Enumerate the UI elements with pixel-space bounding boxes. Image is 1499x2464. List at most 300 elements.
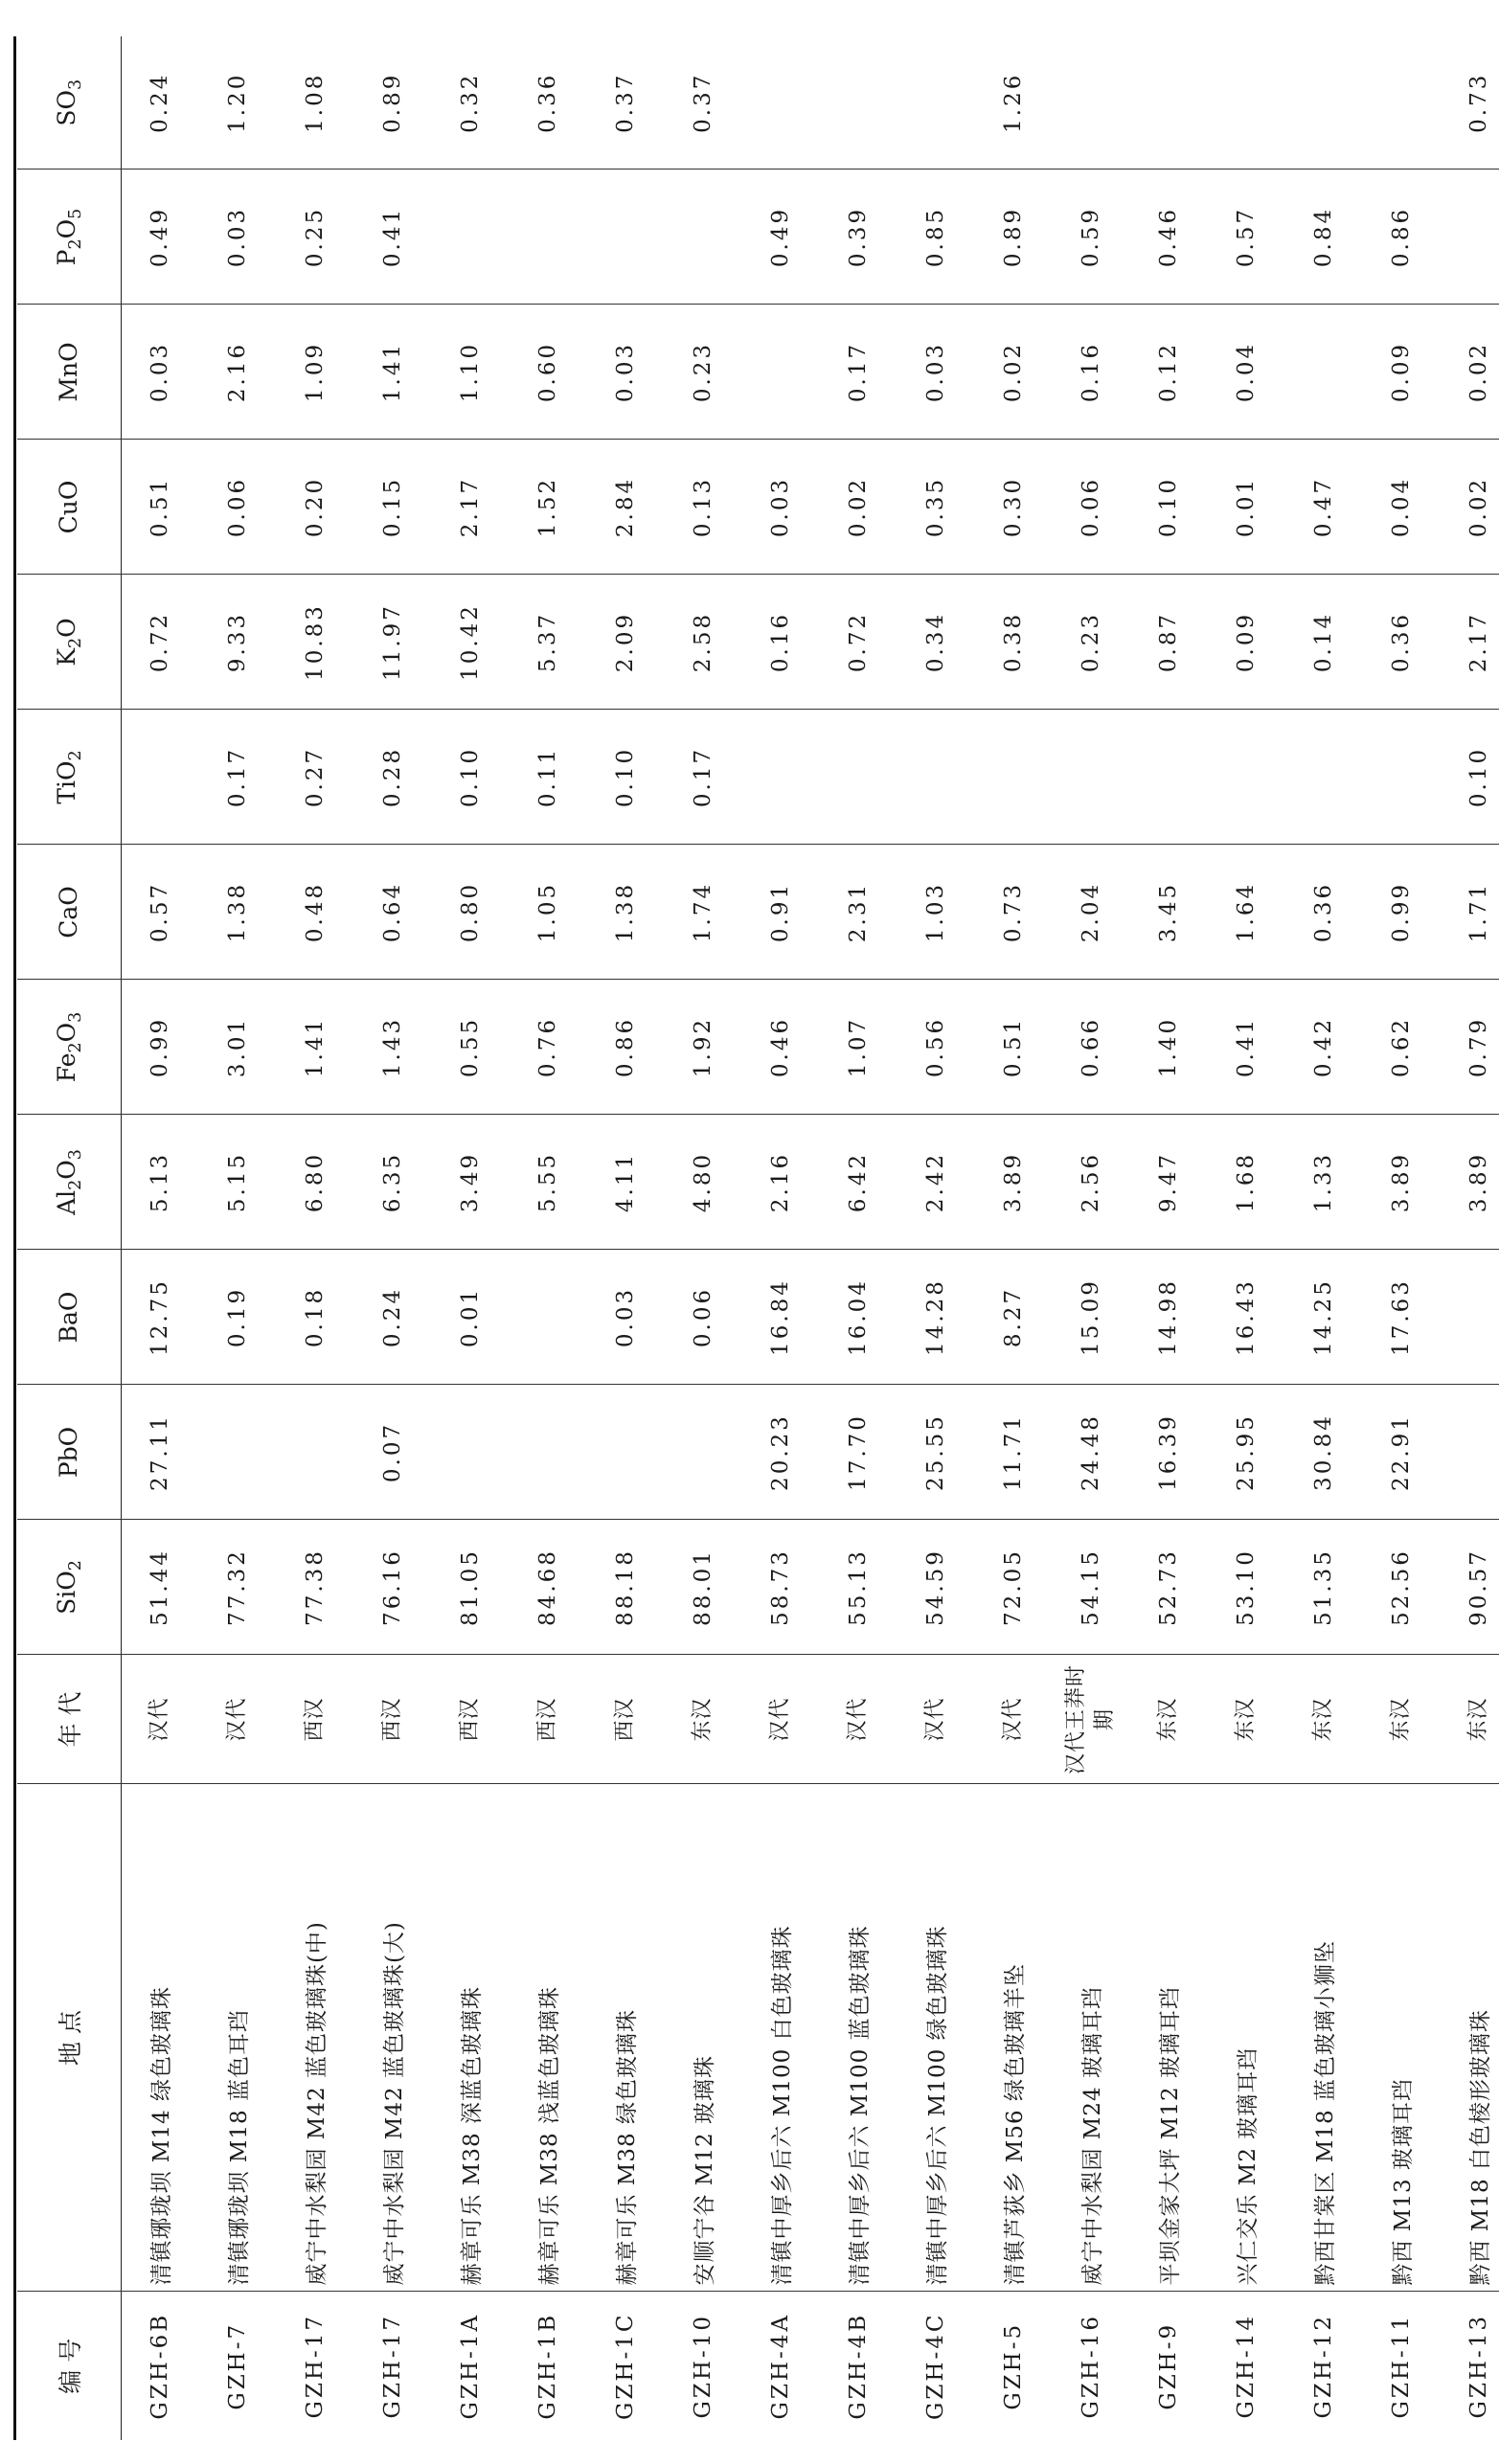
oxide-value-cell: 0.23 (1052, 575, 1129, 710)
oxide-value-cell: 0.99 (121, 980, 198, 1115)
oxide-value-cell: 0.27 (276, 710, 353, 845)
oxide-value-cell: 12.75 (121, 1250, 198, 1385)
oxide-value-cell: 0.73 (974, 845, 1052, 980)
era-cell: 西汉 (431, 1655, 509, 1784)
oxide-value-cell: 0.17 (664, 710, 741, 845)
oxide-value-cell: 10.83 (276, 575, 353, 710)
oxide-value-cell: 0.41 (1207, 980, 1284, 1115)
oxide-value-cell: 0.07 (353, 1385, 431, 1520)
era-cell: 东汉 (1129, 1655, 1207, 1784)
oxide-value-cell: 0.37 (586, 36, 664, 170)
oxide-value-cell: 88.01 (664, 1520, 741, 1655)
oxide-value-cell: 0.06 (1052, 440, 1129, 575)
sample-id-cell: GZH-17 (276, 2292, 353, 2440)
oxide-value-cell: 0.03 (586, 305, 664, 440)
location-cell: 黔西 M18 白色棱形玻璃珠 (1440, 1784, 1499, 2292)
oxide-value-cell: 5.13 (121, 1115, 198, 1250)
era-cell: 西汉 (509, 1655, 586, 1784)
table-row (1052, 36, 1129, 2440)
sample-id-cell: GZH-9 (1129, 2292, 1207, 2440)
header-oxide: $Fe_2O_3$ (17, 980, 121, 1115)
table-row (1129, 36, 1207, 2440)
oxide-value-cell: 0.10 (1129, 440, 1207, 575)
oxide-value-cell (431, 170, 509, 305)
oxide-value-cell (1362, 36, 1440, 170)
oxide-value-cell: 0.89 (974, 170, 1052, 305)
header-oxide: BaO (17, 1250, 121, 1385)
oxide-value-cell: 0.55 (431, 980, 509, 1115)
oxide-value-cell: 81.05 (431, 1520, 509, 1655)
oxide-value-cell: 0.36 (1284, 845, 1362, 980)
oxide-value-cell: 0.66 (1052, 980, 1129, 1115)
oxide-value-cell (819, 36, 897, 170)
oxide-value-cell: 0.60 (509, 305, 586, 440)
oxide-value-cell: 6.42 (819, 1115, 897, 1250)
era-cell: 汉代 (974, 1655, 1052, 1784)
oxide-value-cell: 0.03 (586, 1250, 664, 1385)
oxide-value-cell: 0.91 (741, 845, 819, 980)
oxide-value-cell: 14.25 (1284, 1250, 1362, 1385)
oxide-value-cell: 1.09 (276, 305, 353, 440)
oxide-value-cell: 0.51 (974, 980, 1052, 1115)
oxide-value-cell: 1.10 (431, 305, 509, 440)
oxide-value-cell: 0.48 (276, 845, 353, 980)
header-id: 编 号 (17, 2292, 121, 2440)
oxide-value-cell: 0.17 (198, 710, 276, 845)
oxide-value-cell: 14.98 (1129, 1250, 1207, 1385)
sample-id-cell: GZH-1A (431, 2292, 509, 2440)
oxide-value-cell: 5.15 (198, 1115, 276, 1250)
oxide-value-cell: 0.56 (897, 980, 974, 1115)
sample-id-cell: GZH-1C (586, 2292, 664, 2440)
oxide-value-cell: 0.36 (1362, 575, 1440, 710)
oxide-value-cell: 1.05 (509, 845, 586, 980)
oxide-value-cell: 15.09 (1052, 1250, 1129, 1385)
oxide-value-cell: 53.10 (1207, 1520, 1284, 1655)
sample-id-cell: GZH-4A (741, 2292, 819, 2440)
era-cell: 东汉 (1362, 1655, 1440, 1784)
era-cell: 东汉 (1440, 1655, 1499, 1784)
sample-id-cell: GZH-6B (121, 2292, 198, 2440)
oxide-value-cell: 1.38 (586, 845, 664, 980)
oxide-value-cell (1284, 710, 1362, 845)
oxide-value-cell: 0.57 (1207, 170, 1284, 305)
location-cell: 赫章可乐 M38 绿色玻璃珠 (586, 1784, 664, 2292)
oxide-value-cell: 0.72 (819, 575, 897, 710)
oxide-value-cell: 0.32 (431, 36, 509, 170)
oxide-value-cell: 0.02 (819, 440, 897, 575)
era-cell: 汉代 (121, 1655, 198, 1784)
oxide-value-cell: 77.38 (276, 1520, 353, 1655)
sample-id-cell: GZH-17 (353, 2292, 431, 2440)
header-oxide: CuO (17, 440, 121, 575)
location-cell: 清镇琊珑坝 M14 绿色玻璃珠 (121, 1784, 198, 2292)
oxide-value-cell: 0.28 (353, 710, 431, 845)
oxide-value-cell: 1.92 (664, 980, 741, 1115)
oxide-value-cell: 0.24 (353, 1250, 431, 1385)
oxide-value-cell: 4.80 (664, 1115, 741, 1250)
sample-id-cell: GZH-12 (1284, 2292, 1362, 2440)
header-oxide: $SO_3$ (17, 36, 121, 170)
oxide-value-cell: 0.47 (1284, 440, 1362, 575)
oxide-value-cell (1284, 305, 1362, 440)
oxide-value-cell: 11.97 (353, 575, 431, 710)
oxide-value-cell: 51.44 (121, 1520, 198, 1655)
oxide-value-cell: 0.86 (586, 980, 664, 1115)
oxide-value-cell: 4.11 (586, 1115, 664, 1250)
oxide-value-cell: 90.57 (1440, 1520, 1499, 1655)
oxide-value-cell: 25.95 (1207, 1385, 1284, 1520)
location-cell: 清镇中厚乡后六 M100 绿色玻璃珠 (897, 1784, 974, 2292)
oxide-value-cell: 1.20 (198, 36, 276, 170)
oxide-value-cell: 0.02 (974, 305, 1052, 440)
oxide-value-cell (741, 36, 819, 170)
oxide-value-cell: 3.01 (198, 980, 276, 1115)
oxide-value-cell: 0.25 (276, 170, 353, 305)
oxide-value-cell: 1.41 (276, 980, 353, 1115)
sample-id-cell: GZH-11 (1362, 2292, 1440, 2440)
oxide-value-cell: 9.33 (198, 575, 276, 710)
oxide-value-cell: 0.06 (198, 440, 276, 575)
sample-id-cell: GZH-7 (198, 2292, 276, 2440)
oxide-value-cell: 6.35 (353, 1115, 431, 1250)
oxide-value-cell: 1.64 (1207, 845, 1284, 980)
header-oxide: PbO (17, 1385, 121, 1520)
oxide-value-cell: 52.56 (1362, 1520, 1440, 1655)
oxide-value-cell: 16.04 (819, 1250, 897, 1385)
location-cell: 清镇中厚乡后六 M100 白色玻璃珠 (741, 1784, 819, 2292)
header-oxide: MnO (17, 305, 121, 440)
oxide-value-cell: 17.70 (819, 1385, 897, 1520)
era-cell: 东汉 (1284, 1655, 1362, 1784)
header-row (17, 36, 121, 2440)
table-row (897, 36, 974, 2440)
location-cell: 赫章可乐 M38 浅蓝色玻璃珠 (509, 1784, 586, 2292)
era-cell: 东汉 (1207, 1655, 1284, 1784)
oxide-value-cell: 0.38 (974, 575, 1052, 710)
oxide-value-cell: 0.16 (1052, 305, 1129, 440)
oxide-value-cell: 2.56 (1052, 1115, 1129, 1250)
oxide-value-cell (586, 170, 664, 305)
oxide-value-cell: 11.71 (974, 1385, 1052, 1520)
oxide-value-cell: 2.17 (431, 440, 509, 575)
location-cell: 清镇中厚乡后六 M100 蓝色玻璃珠 (819, 1784, 897, 2292)
oxide-value-cell: 0.01 (431, 1250, 509, 1385)
oxide-value-cell: 0.49 (741, 170, 819, 305)
oxide-value-cell: 1.38 (198, 845, 276, 980)
table-body (121, 36, 1499, 2440)
header-oxide: $K_2O$ (17, 575, 121, 710)
top-rule (13, 36, 16, 2440)
oxide-value-cell (741, 710, 819, 845)
oxide-value-cell: 0.17 (819, 305, 897, 440)
oxide-value-cell: 0.04 (1207, 305, 1284, 440)
table-row (121, 36, 198, 2440)
table-row (276, 36, 353, 2440)
oxide-value-cell: 0.84 (1284, 170, 1362, 305)
header-oxide: TiO$_2$ (17, 710, 121, 845)
table-row (1440, 36, 1499, 2440)
oxide-value-cell: 2.09 (586, 575, 664, 710)
oxide-value-cell (198, 1385, 276, 1520)
oxide-value-cell: 0.57 (121, 845, 198, 980)
table-row (431, 36, 509, 2440)
oxide-value-cell: 16.84 (741, 1250, 819, 1385)
sample-id-cell: GZH-13 (1440, 2292, 1499, 2440)
oxide-value-cell: 54.15 (1052, 1520, 1129, 1655)
oxide-value-cell (431, 1385, 509, 1520)
location-cell: 安顺宁谷 M12 玻璃珠 (664, 1784, 741, 2292)
oxide-value-cell: 1.52 (509, 440, 586, 575)
oxide-value-cell: 16.43 (1207, 1250, 1284, 1385)
table-row (353, 36, 431, 2440)
oxide-value-cell (1052, 36, 1129, 170)
oxide-value-cell: 1.33 (1284, 1115, 1362, 1250)
oxide-value-cell: 0.10 (431, 710, 509, 845)
era-cell: 汉代王莽时期 (1052, 1655, 1129, 1784)
oxide-value-cell: 0.46 (1129, 170, 1207, 305)
oxide-value-cell: 1.40 (1129, 980, 1207, 1115)
oxide-value-cell: 3.89 (1440, 1115, 1499, 1250)
oxide-value-cell: 3.45 (1129, 845, 1207, 980)
location-cell: 威宁中水梨园 M24 玻璃耳珰 (1052, 1784, 1129, 2292)
era-cell: 汉代 (819, 1655, 897, 1784)
table-row (1284, 36, 1362, 2440)
oxide-value-cell: 2.42 (897, 1115, 974, 1250)
oxide-value-cell: 0.16 (741, 575, 819, 710)
location-cell: 平坝金家大坪 M12 玻璃耳珰 (1129, 1784, 1207, 2292)
table-row (664, 36, 741, 2440)
oxide-value-cell: 0.10 (1440, 710, 1499, 845)
oxide-value-cell: 1.74 (664, 845, 741, 980)
oxide-value-cell (1284, 36, 1362, 170)
oxide-value-cell (1052, 710, 1129, 845)
oxide-value-cell: 2.16 (198, 305, 276, 440)
oxide-value-cell: 0.04 (1362, 440, 1440, 575)
table-row (741, 36, 819, 2440)
oxide-value-cell: 1.41 (353, 305, 431, 440)
oxide-value-cell: 30.84 (1284, 1385, 1362, 1520)
oxide-value-cell: 2.31 (819, 845, 897, 980)
oxide-value-cell (897, 36, 974, 170)
era-cell: 汉代 (741, 1655, 819, 1784)
oxide-value-cell (1440, 1250, 1499, 1385)
oxide-value-cell (664, 1385, 741, 1520)
table-row (198, 36, 276, 2440)
oxide-value-cell (276, 1385, 353, 1520)
oxide-value-cell: 1.26 (974, 36, 1052, 170)
oxide-value-cell: 0.42 (1284, 980, 1362, 1115)
oxide-value-cell: 3.89 (974, 1115, 1052, 1250)
location-cell: 黔西 M13 玻璃耳珰 (1362, 1784, 1440, 2292)
oxide-value-cell (974, 710, 1052, 845)
sample-id-cell: GZH-16 (1052, 2292, 1129, 2440)
oxide-value-cell: 0.36 (509, 36, 586, 170)
header-oxide: CaO (17, 845, 121, 980)
table-row (974, 36, 1052, 2440)
oxide-value-cell: 0.03 (741, 440, 819, 575)
header-oxide: $Al_2O_3$ (17, 1115, 121, 1250)
oxide-value-cell: 0.39 (819, 170, 897, 305)
oxide-value-cell: 58.73 (741, 1520, 819, 1655)
location-cell: 威宁中水梨园 M42 蓝色玻璃珠(大) (353, 1784, 431, 2292)
oxide-value-cell: 8.27 (974, 1250, 1052, 1385)
oxide-value-cell: 22.91 (1362, 1385, 1440, 1520)
oxide-value-cell: 0.41 (353, 170, 431, 305)
location-cell: 威宁中水梨园 M42 蓝色玻璃珠(中) (276, 1784, 353, 2292)
oxide-value-cell: 0.10 (586, 710, 664, 845)
oxide-value-cell: 2.04 (1052, 845, 1129, 980)
oxide-value-cell: 76.16 (353, 1520, 431, 1655)
oxide-value-cell (897, 710, 974, 845)
oxide-value-cell: 20.23 (741, 1385, 819, 1520)
oxide-value-cell: 3.89 (1362, 1115, 1440, 1250)
oxide-value-cell: 0.35 (897, 440, 974, 575)
oxide-value-cell: 0.62 (1362, 980, 1440, 1115)
oxide-value-cell: 0.37 (664, 36, 741, 170)
oxide-value-cell: 1.08 (276, 36, 353, 170)
oxide-value-cell: 2.17 (1440, 575, 1499, 710)
oxide-value-cell: 10.42 (431, 575, 509, 710)
table-row (509, 36, 586, 2440)
sample-id-cell: GZH-10 (664, 2292, 741, 2440)
oxide-value-cell: 0.79 (1440, 980, 1499, 1115)
sample-id-cell: GZH-4C (897, 2292, 974, 2440)
oxide-value-cell: 0.15 (353, 440, 431, 575)
oxide-value-cell: 55.13 (819, 1520, 897, 1655)
oxide-value-cell: 0.11 (509, 710, 586, 845)
oxide-value-cell (509, 1250, 586, 1385)
oxide-value-cell: 88.18 (586, 1520, 664, 1655)
oxide-value-cell (1440, 170, 1499, 305)
oxide-value-cell: 0.87 (1129, 575, 1207, 710)
oxide-value-cell: 0.09 (1362, 305, 1440, 440)
oxide-value-cell: 2.84 (586, 440, 664, 575)
oxide-value-cell: 2.16 (741, 1115, 819, 1250)
oxide-value-cell (741, 305, 819, 440)
oxide-value-cell: 1.03 (897, 845, 974, 980)
oxide-value-cell: 0.03 (121, 305, 198, 440)
oxide-value-cell: 0.12 (1129, 305, 1207, 440)
era-cell: 东汉 (664, 1655, 741, 1784)
oxide-value-cell: 0.01 (1207, 440, 1284, 575)
table-row (586, 36, 664, 2440)
oxide-value-cell: 0.85 (897, 170, 974, 305)
oxide-value-cell: 0.23 (664, 305, 741, 440)
era-cell: 西汉 (586, 1655, 664, 1784)
oxide-value-cell: 0.03 (198, 170, 276, 305)
oxide-value-cell (586, 1385, 664, 1520)
oxide-value-cell: 0.20 (276, 440, 353, 575)
oxide-value-cell: 2.58 (664, 575, 741, 710)
oxide-value-cell: 0.24 (121, 36, 198, 170)
oxide-value-cell: 0.73 (1440, 36, 1499, 170)
oxide-value-cell: 0.03 (897, 305, 974, 440)
oxide-value-cell: 0.30 (974, 440, 1052, 575)
oxide-value-cell: 0.49 (121, 170, 198, 305)
oxide-value-cell (1362, 710, 1440, 845)
oxide-value-cell: 52.73 (1129, 1520, 1207, 1655)
oxide-value-cell: 0.51 (121, 440, 198, 575)
oxide-value-cell: 0.80 (431, 845, 509, 980)
oxide-value-cell (1207, 36, 1284, 170)
oxide-value-cell: 3.49 (431, 1115, 509, 1250)
era-cell: 汉代 (897, 1655, 974, 1784)
oxide-value-cell: 0.76 (509, 980, 586, 1115)
oxide-value-cell: 1.43 (353, 980, 431, 1115)
header-oxide: $P_2O_5$ (17, 170, 121, 305)
oxide-value-cell (509, 1385, 586, 1520)
oxide-value-cell: 0.64 (353, 845, 431, 980)
oxide-value-cell (819, 710, 897, 845)
oxide-value-cell: 25.55 (897, 1385, 974, 1520)
era-cell: 西汉 (276, 1655, 353, 1784)
table-row (819, 36, 897, 2440)
oxide-value-cell (509, 170, 586, 305)
oxide-value-cell (1207, 710, 1284, 845)
oxide-value-cell: 0.13 (664, 440, 741, 575)
oxide-value-cell: 0.18 (276, 1250, 353, 1385)
oxide-value-cell: 0.86 (1362, 170, 1440, 305)
oxide-value-cell: 27.11 (121, 1385, 198, 1520)
header-era: 年 代 (17, 1655, 121, 1784)
oxide-value-cell: 0.99 (1362, 845, 1440, 980)
oxide-value-cell (1129, 36, 1207, 170)
oxide-value-cell: 0.02 (1440, 440, 1499, 575)
location-cell: 兴仁交乐 M2 玻璃耳珰 (1207, 1784, 1284, 2292)
oxide-value-cell: 0.09 (1207, 575, 1284, 710)
era-cell: 汉代 (198, 1655, 276, 1784)
oxide-value-cell: 1.07 (819, 980, 897, 1115)
oxide-value-cell: 0.14 (1284, 575, 1362, 710)
location-cell: 黔西甘棠区 M18 蓝色玻璃小狮坠 (1284, 1784, 1362, 2292)
oxide-value-cell: 54.59 (897, 1520, 974, 1655)
sample-id-cell: GZH-4B (819, 2292, 897, 2440)
oxide-value-cell: 6.80 (276, 1115, 353, 1250)
oxide-value-cell: 24.48 (1052, 1385, 1129, 1520)
oxide-value-cell: 72.05 (974, 1520, 1052, 1655)
oxide-value-cell: 1.71 (1440, 845, 1499, 980)
table-row (1207, 36, 1284, 2440)
oxide-value-cell: 0.89 (353, 36, 431, 170)
oxide-value-cell (121, 710, 198, 845)
oxide-value-cell: 1.68 (1207, 1115, 1284, 1250)
oxide-value-cell: 9.47 (1129, 1115, 1207, 1250)
oxide-value-cell: 0.19 (198, 1250, 276, 1385)
oxide-value-cell: 0.06 (664, 1250, 741, 1385)
era-cell: 西汉 (353, 1655, 431, 1784)
sample-id-cell: GZH-5 (974, 2292, 1052, 2440)
oxide-value-cell: 0.34 (897, 575, 974, 710)
location-cell: 赫章可乐 M38 深蓝色玻璃珠 (431, 1784, 509, 2292)
oxide-value-cell: 51.35 (1284, 1520, 1362, 1655)
oxide-value-cell: 5.55 (509, 1115, 586, 1250)
table-row (1362, 36, 1440, 2440)
oxide-value-cell (1129, 710, 1207, 845)
oxide-value-cell: 16.39 (1129, 1385, 1207, 1520)
header-location: 地 点 (17, 1784, 121, 2292)
glass-composition-table (17, 36, 1499, 2440)
oxide-value-cell: 0.72 (121, 575, 198, 710)
oxide-value-cell (1440, 1385, 1499, 1520)
sample-id-cell: GZH-1B (509, 2292, 586, 2440)
oxide-value-cell: 14.28 (897, 1250, 974, 1385)
location-cell: 清镇芦荻乡 M56 绿色玻璃羊坠 (974, 1784, 1052, 2292)
oxide-value-cell: 5.37 (509, 575, 586, 710)
oxide-value-cell: 17.63 (1362, 1250, 1440, 1385)
header-oxide: SiO$_2$ (17, 1520, 121, 1655)
oxide-value-cell: 77.32 (198, 1520, 276, 1655)
